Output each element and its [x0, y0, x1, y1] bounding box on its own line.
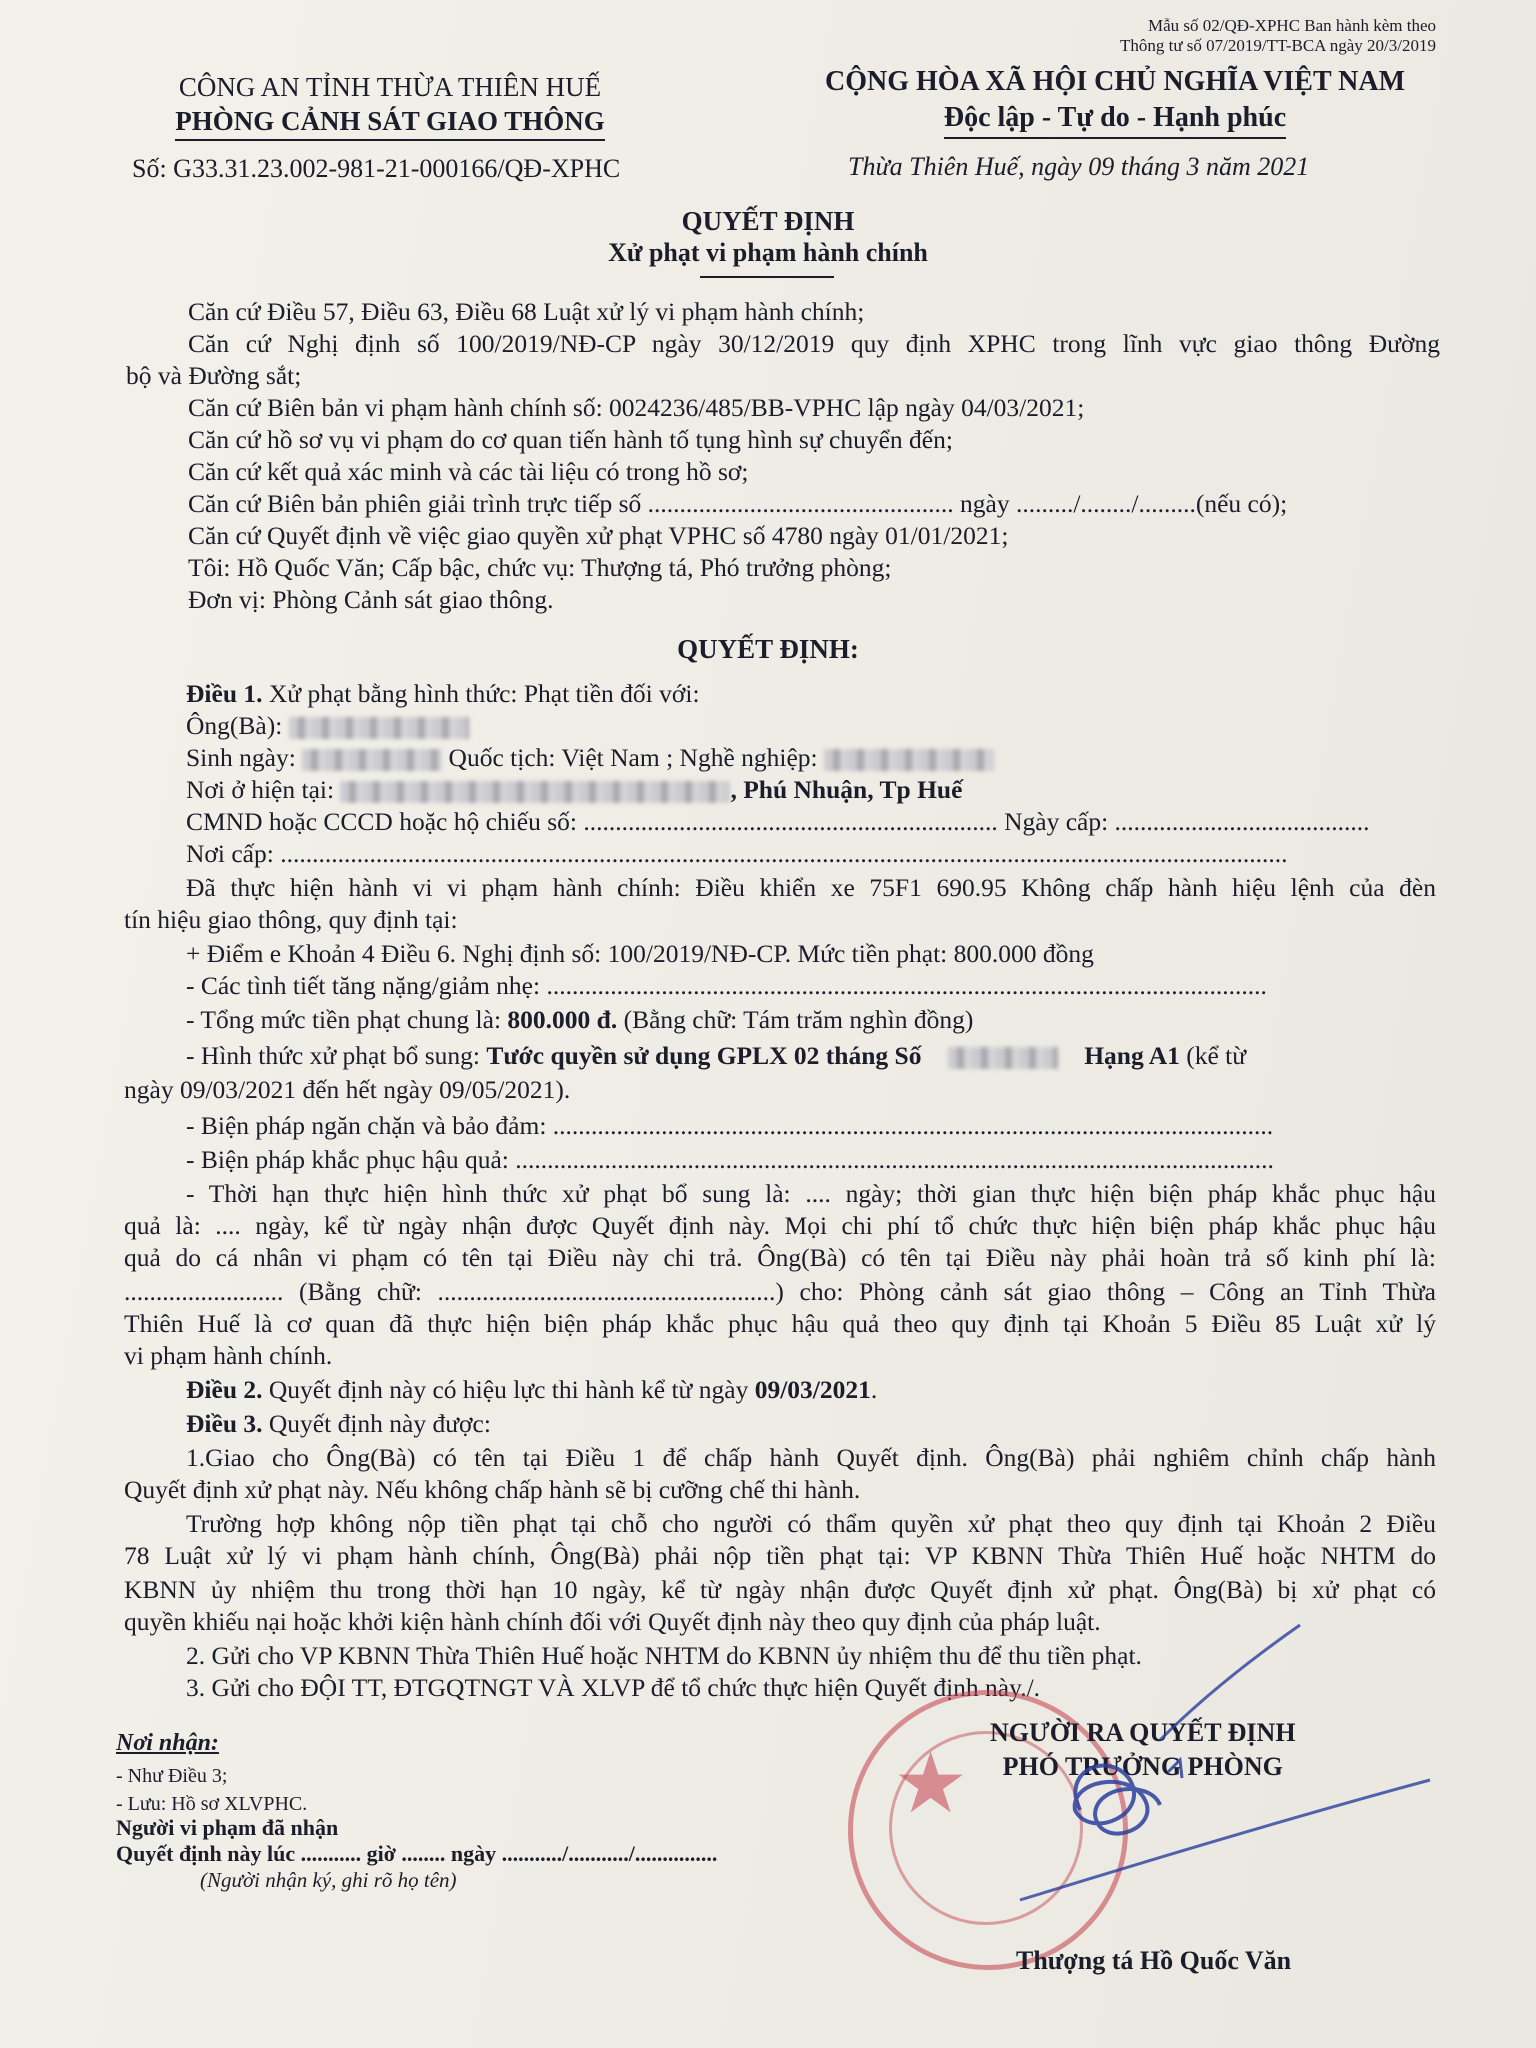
nation-name: CỘNG HÒA XÃ HỘI CHỦ NGHĨA VIỆT NAM: [824, 66, 1406, 97]
issue-place: Nơi cấp: ..............................................................................................................................................................: [186, 839, 1288, 868]
redacted-name: [289, 717, 469, 739]
basis-line: Căn cứ Biên bản vi phạm hành chính số: 0024236/485/BB-VPHC lập ngày 04/03/2021;: [188, 393, 1085, 422]
article3-line: KBNN ủy nhiệm thu trong thời hạn 10 ngày, kể từ ngày nhận được Quyết định xử phạt. Ông(Bà) bị xử phạt có: [124, 1575, 1436, 1604]
basis-line: Đơn vị: Phòng Cảnh sát giao thông.: [188, 585, 554, 614]
issuing-authority: [120, 70, 660, 141]
term-line: - Thời hạn thực hiện hình thức xử phạt bổ sung là: .... ngày; thời gian thực hiện biện pháp khắc phục hậu: [186, 1179, 1436, 1208]
redacted-license-number: [948, 1047, 1058, 1069]
basis-line: Căn cứ hồ sơ vụ vi phạm do cơ quan tiến hành tố tụng hình sự chuyển đến;: [188, 425, 953, 454]
authority-province: CÔNG AN TỈNH THỪA THIÊN HUẾ: [178, 72, 602, 102]
basis-line: Căn cứ Điều 57, Điều 63, Điều 68 Luật xử lý vi phạm hành chính;: [188, 297, 865, 326]
article3-line: 3. Gửi cho ĐỘI TT, ĐTGQTNGT VÀ XLVP để tổ chức thực hiện Quyết định này./.: [186, 1673, 1041, 1702]
article2-label: Điều 2.: [186, 1375, 263, 1404]
article3-line: 2. Gửi cho VP KBNN Thừa Thiên Huế hoặc NHTM do KBNN ủy nhiệm thu để thu tiền phạt.: [186, 1641, 1142, 1670]
id-line: CMND hoặc CCCD hoặc hộ chiếu số: ................................................................. Ngày cấp: ........................................: [186, 807, 1370, 836]
article1-label: Điều 1.: [186, 679, 263, 708]
document-number: Số: G33.31.23.002-981-21-000166/QĐ-XPHC: [132, 154, 621, 183]
redacted-occupation: [824, 749, 994, 771]
term-line: quả là: .... ngày, kể từ ngày nhận được Quyết định này. Mọi chi phí tổ chức thực hiện biện pháp khắc phục hậu: [124, 1211, 1436, 1240]
signer-role: NGƯỜI RA QUYẾT ĐỊNH: [990, 1718, 1296, 1747]
decision-heading: QUYẾT ĐỊNH:: [677, 634, 859, 664]
article3-line: Trường hợp không nộp tiền phạt tại chỗ cho người có thẩm quyền xử phạt theo quy định tại Khoản 2 Điều: [186, 1509, 1436, 1538]
handwritten-signature: [1000, 1600, 1460, 1940]
article3-line: quyền khiếu nại hoặc khởi kiện hành chính đối với Quyết định này theo quy định của pháp luật.: [124, 1607, 1101, 1636]
basis-line: Tôi: Hồ Quốc Văn; Cấp bậc, chức vụ: Thượng tá, Phó trưởng phòng;: [188, 553, 892, 582]
article1-intro: Điều 1. Xử phạt bằng hình thức: Phạt tiền đối với:: [186, 679, 700, 708]
term-line: quả do cá nhân vi phạm có tên tại Điều này chi trả. Ông(Bà) có tên tại Điều này phải hoàn trả số kinh phí là:: [124, 1243, 1436, 1272]
form-note-line2: Thông tư số 07/2019/TT-BCA ngày 20/3/2019: [1119, 36, 1436, 55]
national-header: [770, 64, 1460, 139]
redacted-birthdate: [302, 749, 442, 771]
star-icon: ★: [893, 1734, 969, 1832]
violation-line: Đã thực hiện hành vi vi phạm hành chính: Điều khiển xe 75F1 690.95 Không chấp hành hiệu lệnh của đèn: [186, 873, 1436, 902]
acknowledgement-line: Quyết định này lúc ........... giờ ........ ngày .........../.........../...............: [116, 1841, 718, 1866]
recipient-item: - Lưu: Hồ sơ XLVPHC.: [116, 1793, 308, 1815]
article3-intro: Điều 3. Quyết định này được:: [186, 1409, 491, 1438]
form-note: [1120, 16, 1436, 56]
redacted-address: [340, 781, 730, 803]
document-title: QUYẾT ĐỊNH: [681, 206, 855, 236]
basis-line: bộ và Đường sắt;: [126, 361, 302, 390]
basis-line: Căn cứ Quyết định về việc giao quyền xử phạt VPHC số 4780 ngày 01/01/2021;: [188, 521, 1009, 550]
document-subtitle: Xử phạt vi phạm hành chính: [608, 238, 928, 267]
term-line: ......................... (Bằng chữ: .....................................................) cho: Phòng cảnh sát giao thông – Công an Tỉnh Thừa: [124, 1277, 1436, 1306]
offender-address: Nơi ở hiện tại: , Phú Nhuận, Tp Huế: [186, 775, 963, 804]
violation-line: tín hiệu giao thông, quy định tại:: [124, 905, 458, 934]
effective-date: 09/03/2021: [754, 1375, 871, 1404]
offender-birth: Sinh ngày: Quốc tịch: Việt Nam ; Nghề nghiệp:: [186, 742, 994, 774]
article3-line: 1.Giao cho Ông(Bà) có tên tại Điều 1 để chấp hành Quyết định. Ông(Bà) phải nghiêm chỉnh chấp hành: [186, 1443, 1436, 1472]
article2: Điều 2. Quyết định này có hiệu lực thi hành kể từ ngày 09/03/2021.: [186, 1375, 878, 1404]
offender-name: Ông(Bà):: [186, 710, 469, 742]
term-line: vi phạm hành chính.: [124, 1341, 333, 1370]
total-fine: - Tổng mức tiền phạt chung là: 800.000 đ. (Bằng chữ: Tám trăm nghìn đồng): [186, 1005, 974, 1034]
article3-line: 78 Luật xử lý vi phạm hành chính, Ông(Bà) phải nộp tiền phạt tại: VP KBNN Thừa Thiên Huế hoặc NHTM do: [124, 1541, 1436, 1570]
penalty-dates: ngày 09/03/2021 đến hết ngày 09/05/2021).: [124, 1075, 571, 1104]
signer-name: Thượng tá Hồ Quốc Văn: [1016, 1946, 1292, 1975]
recipients-title: Nơi nhận:: [116, 1730, 219, 1756]
term-line: Thiên Huế là cơ quan đã thực hiện biện pháp khắc phục hậu quả theo quy định tại Khoản 5 Điều 85 Luật xử lý: [124, 1309, 1436, 1338]
fine-amount: 800.000 đ.: [507, 1005, 618, 1034]
national-motto: Độc lập - Tự do - Hạnh phúc: [944, 100, 1286, 139]
remedial-measures: - Biện pháp khắc phục hậu quả: .......................................................................................................................: [186, 1145, 1274, 1174]
basis-line: Căn cứ kết quả xác minh và các tài liệu có trong hồ sơ;: [188, 457, 749, 486]
place-date: Thừa Thiên Huế, ngày 09 tháng 3 năm 2021: [848, 152, 1310, 181]
regulation-clause: + Điểm e Khoản 4 Điều 6. Nghị định số: 100/2019/NĐ-CP. Mức tiền phạt: 800.000 đồng: [186, 939, 1094, 968]
subtitle-rule: [700, 276, 834, 278]
article3-label: Điều 3.: [186, 1409, 263, 1438]
acknowledgement-line: Người vi phạm đã nhận: [116, 1815, 339, 1840]
recipient-sign-note: (Người nhận ký, ghi rõ họ tên): [200, 1868, 457, 1892]
form-note-line1: Mẫu số 02/QĐ-XPHC Ban hành kèm theo: [1147, 16, 1436, 35]
authority-department: PHÒNG CẢNH SÁT GIAO THÔNG: [175, 104, 605, 141]
article3-line: Quyết định xử phạt này. Nếu không chấp hành sẽ bị cưỡng chế thi hành.: [124, 1475, 861, 1504]
signer-position: PHÓ TRƯỞNG PHÒNG: [1002, 1752, 1283, 1781]
basis-line: Căn cứ Biên bản phiên giải trình trực tiếp số ................................................ ngày ........./......../.........(nếu có);: [188, 489, 1288, 518]
prevention-measures: - Biện pháp ngăn chặn và bảo đảm: .................................................................................................................: [186, 1111, 1274, 1140]
basis-line: Căn cứ Nghị định số 100/2019/NĐ-CP ngày 30/12/2019 quy định XPHC trong lĩnh vực giao thông Đường: [188, 329, 1440, 358]
recipient-item: - Như Điều 3;: [116, 1765, 228, 1787]
circumstances: - Các tình tiết tăng nặng/giảm nhẹ: .................................................................................................................: [186, 971, 1267, 1000]
additional-penalty: - Hình thức xử phạt bổ sung: Tước quyền sử dụng GPLX 02 tháng Số Hạng A1 (kể từ: [186, 1041, 1247, 1070]
